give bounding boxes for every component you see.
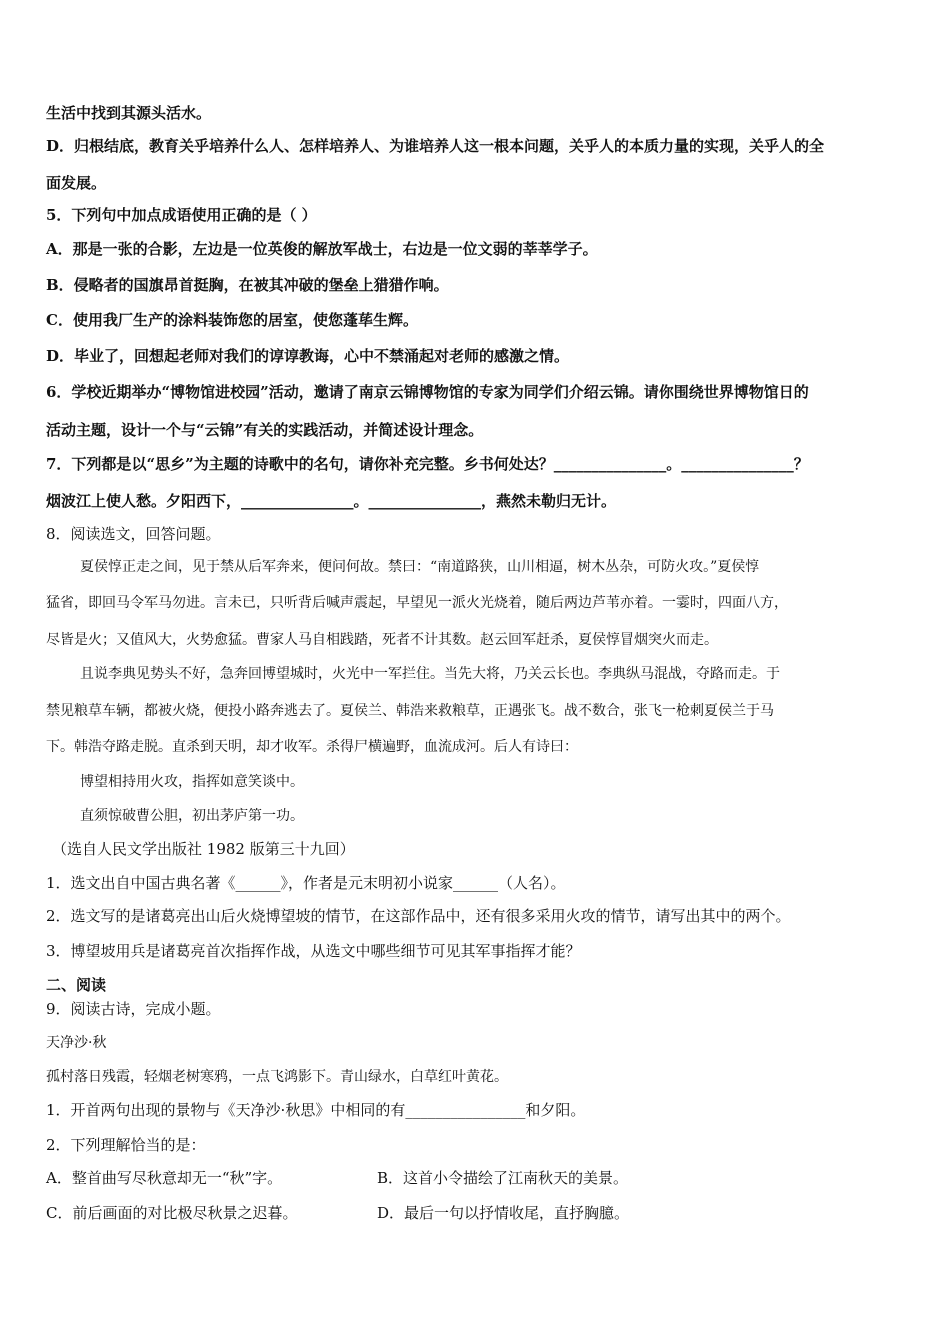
question-9-2-option-c: C．前后画面的对比极尽秋景之迟暮。 — [46, 1204, 298, 1222]
text-line: 生活中找到其源头活水。 — [46, 104, 212, 122]
question-8-1: 1．选文出自中国古典名著《______》，作者是元末明初小说家______（人名）。 — [46, 874, 566, 892]
question-5-option-a: A．那是一张的合影，左边是一位英俊的解放军战士，右边是一位文弱的莘莘学子。 — [46, 240, 598, 258]
question-9: 9．阅读古诗，完成小题。 — [46, 1000, 221, 1018]
question-8-3: 3．博望坡用兵是诸葛亮首次指挥作战，从选文中哪些细节可见其军事指挥才能？ — [46, 942, 581, 960]
question-5-option-b: B．侵略者的国旗昂首挺胸，在被其冲破的堡垒上猎猎作响。 — [46, 276, 449, 294]
question-7-cont: 烟波江上使人愁。夕阳西下，_______________。_______________，燕然未勒归无计。 — [46, 492, 617, 510]
story-line: 下。韩浩夺路走脱。直杀到天明，却才收军。杀得尸横遍野，血流成河。后人有诗曰： — [46, 739, 578, 755]
question-5-option-d: D．毕业了，回想起老师对我们的谆谆教诲，心中不禁涌起对老师的感激之情。 — [46, 347, 570, 365]
question-5-option-c: C．使用我厂生产的涂料装饰您的居室，使您蓬荜生辉。 — [46, 311, 418, 329]
section-heading: 二、阅读 — [46, 976, 107, 994]
question-9-2-option-d: D．最后一句以抒情收尾，直抒胸臆。 — [377, 1204, 630, 1222]
question-7: 7．下列都是以“思乡”为主题的诗歌中的名句，请你补充完整。乡书何处达？_______________。_______________？ — [46, 455, 809, 473]
question-5: 5．下列句中加点成语使用正确的是（ ） — [46, 206, 317, 224]
option-d: D．归根结底，教育关乎培养什么人、怎样培养人、为谁培养人这一根本问题，关乎人的本质力量的实现，关乎人的全 — [46, 137, 825, 155]
story-line: 夏侯惇正走之间，见于禁从后军奔来，便问何故。禁曰：“南道路狭，山川相逼，树木丛杂，可防火攻。”夏侯惇 — [80, 559, 760, 575]
poem-body: 孤村落日残霞，轻烟老树寒鸦，一点飞鸿影下。青山绿水，白草红叶黄花。 — [46, 1069, 508, 1085]
text-line: 面发展。 — [46, 174, 107, 192]
question-8: 8．阅读选文，回答问题。 — [46, 525, 221, 543]
question-9-2-option-b: B．这首小令描绘了江南秋天的美景。 — [377, 1169, 629, 1187]
question-9-2: 2．下列理解恰当的是： — [46, 1136, 206, 1154]
poem-line: 直须惊破曹公胆，初出茅庐第一功。 — [80, 808, 304, 824]
poem-title: 天净沙·秋 — [46, 1035, 107, 1051]
story-line: 尽皆是火；又值风大，火势愈猛。曹家人马自相践踏，死者不计其数。赵云回军赶杀，夏侯惇冒烟突火而走。 — [46, 632, 718, 648]
story-line: 且说李典见势头不好，急奔回博望城时，火光中一军拦住。当先大将，乃关云长也。李典纵马混战，夺路而走。于 — [80, 666, 780, 682]
story-line: 禁见粮草车辆，都被火烧，便投小路奔逃去了。夏侯兰、韩浩来救粮草，正遇张飞。战不数合，张飞一枪刺夏侯兰于马 — [46, 703, 774, 719]
poem-line: 博望相持用火攻，指挥如意笑谈中。 — [80, 774, 304, 790]
question-9-1: 1．开首两句出现的景物与《天净沙·秋思》中相同的有________________和夕阳。 — [46, 1101, 586, 1119]
question-6-cont: 活动主题，设计一个与“云锦”有关的实践活动，并简述设计理念。 — [46, 421, 484, 439]
question-6: 6．学校近期举办“博物馆进校园”活动，邀请了南京云锦博物馆的专家为同学们介绍云锦。请你围绕世界博物馆日的 — [46, 383, 809, 401]
question-9-2-option-a: A．整首曲写尽秋意却无一“秋”字。 — [46, 1169, 283, 1187]
question-8-2: 2．选文写的是诸葛亮出山后火烧博望坡的情节，在这部作品中，还有很多采用火攻的情节，请写出其中的两个。 — [46, 907, 791, 925]
source-note: （选自人民文学出版社 1982 版第三十九回） — [52, 840, 355, 858]
story-line: 猛省，即回马令军马勿进。言未已，只听背后喊声震起，早望见一派火光烧着，随后两边芦苇亦着。一霎时，四面八方， — [46, 595, 788, 611]
